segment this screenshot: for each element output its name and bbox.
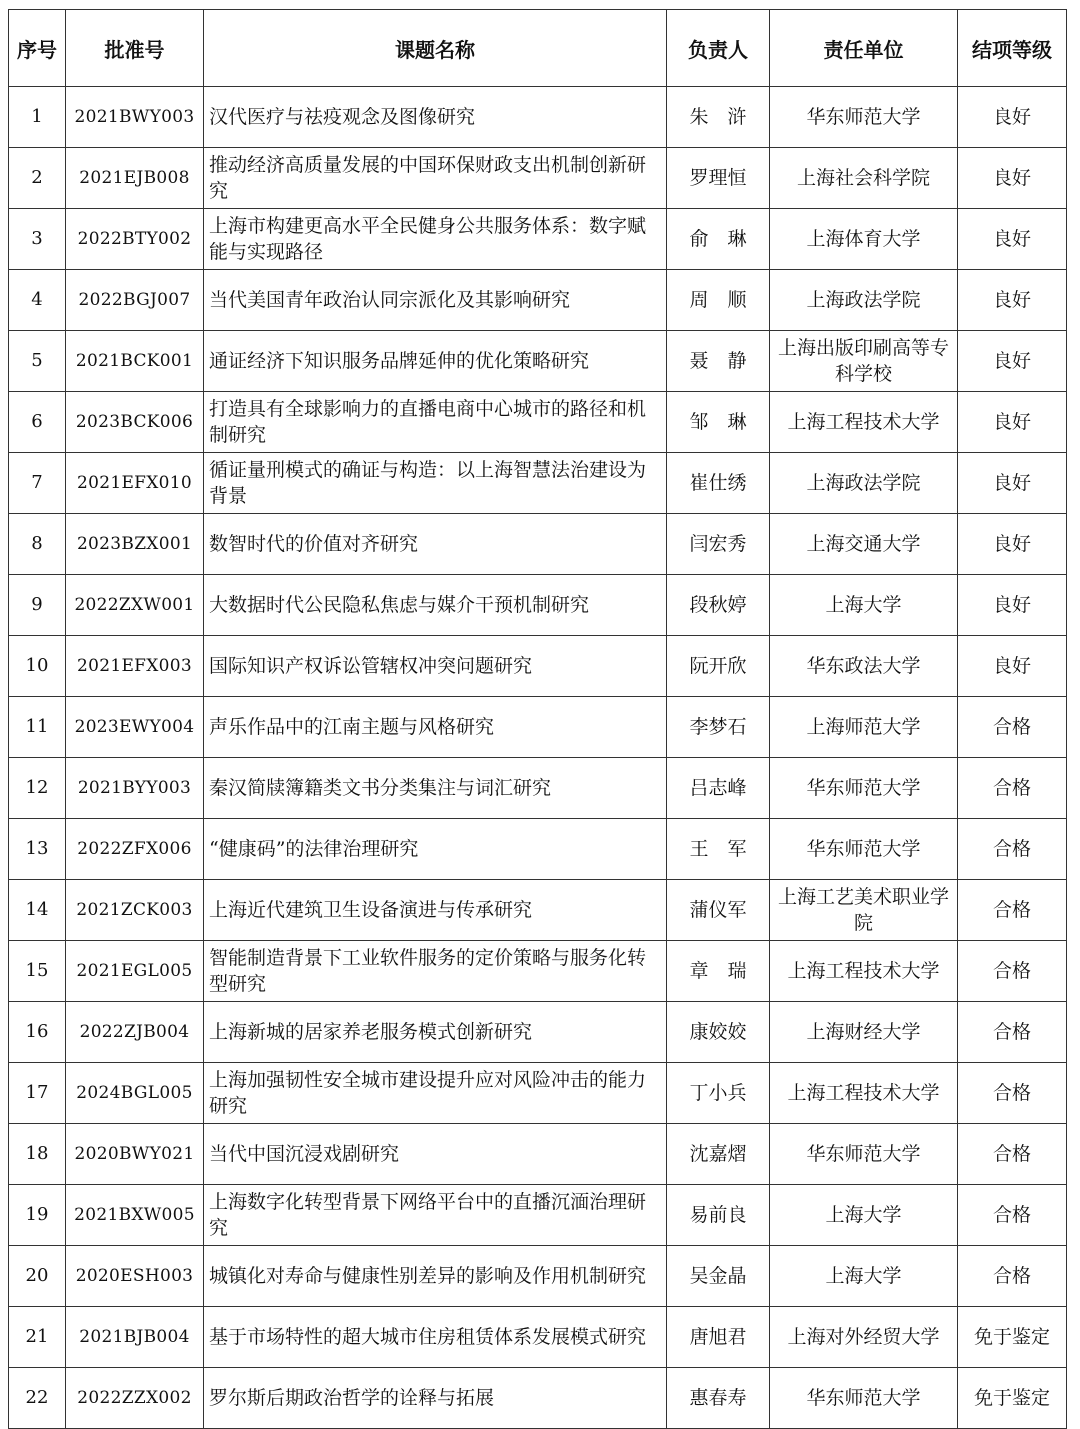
cell-grade: 良好: [958, 87, 1067, 148]
cell-grade: 合格: [958, 1063, 1067, 1124]
cell-institution: 上海社会科学院: [770, 148, 958, 209]
table-row: [9, 1368, 1067, 1429]
cell-seq: 10: [9, 636, 66, 697]
cell-seq: 22: [9, 1368, 66, 1429]
header-institution: 责任单位: [770, 10, 958, 87]
cell-grade: 合格: [958, 941, 1067, 1002]
cell-approval-number: 2022BGJ007: [66, 270, 204, 331]
cell-approval-number: 2023BZX001: [66, 514, 204, 575]
table-row: [9, 331, 1067, 392]
header-principal: 负责人: [667, 10, 770, 87]
cell-grade: 免于鉴定: [958, 1307, 1067, 1368]
cell-institution: 华东政法大学: [770, 636, 958, 697]
cell-approval-number: 2024BGL005: [66, 1063, 204, 1124]
cell-project-title: 打造具有全球影响力的直播电商中心城市的路径和机制研究: [204, 392, 667, 453]
cell-grade: 合格: [958, 819, 1067, 880]
cell-project-title: 上海数字化转型背景下网络平台中的直播沉湎治理研究: [204, 1185, 667, 1246]
cell-principal: 段秋婷: [667, 575, 770, 636]
cell-grade: 合格: [958, 1124, 1067, 1185]
cell-seq: 7: [9, 453, 66, 514]
cell-project-title: 通证经济下知识服务品牌延伸的优化策略研究: [204, 331, 667, 392]
cell-seq: 20: [9, 1246, 66, 1307]
cell-institution: 上海大学: [770, 1185, 958, 1246]
cell-grade: 合格: [958, 697, 1067, 758]
cell-principal: 罗理恒: [667, 148, 770, 209]
cell-seq: 17: [9, 1063, 66, 1124]
cell-approval-number: 2022ZXW001: [66, 575, 204, 636]
cell-grade: 良好: [958, 148, 1067, 209]
cell-institution: 上海交通大学: [770, 514, 958, 575]
cell-approval-number: 2022ZFX006: [66, 819, 204, 880]
results-table-container: [8, 9, 1067, 1429]
table-row: [9, 392, 1067, 453]
cell-seq: 8: [9, 514, 66, 575]
cell-principal: 唐旭君: [667, 1307, 770, 1368]
cell-principal: 易前良: [667, 1185, 770, 1246]
table-row: [9, 514, 1067, 575]
cell-seq: 2: [9, 148, 66, 209]
cell-institution: 上海对外经贸大学: [770, 1307, 958, 1368]
cell-principal: 惠春寿: [667, 1368, 770, 1429]
cell-grade: 免于鉴定: [958, 1368, 1067, 1429]
cell-principal: 章 瑞: [667, 941, 770, 1002]
cell-approval-number: 2020BWY021: [66, 1124, 204, 1185]
header-row: [9, 10, 1067, 87]
cell-approval-number: 2021BCK001: [66, 331, 204, 392]
cell-principal: 周 顺: [667, 270, 770, 331]
cell-project-title: 循证量刑模式的确证与构造：以上海智慧法治建设为背景: [204, 453, 667, 514]
cell-institution: 华东师范大学: [770, 1124, 958, 1185]
table-header: [9, 10, 1067, 87]
cell-project-title: 上海新城的居家养老服务模式创新研究: [204, 1002, 667, 1063]
table-row: [9, 1185, 1067, 1246]
cell-principal: 王 军: [667, 819, 770, 880]
cell-seq: 19: [9, 1185, 66, 1246]
cell-project-title: 上海近代建筑卫生设备演进与传承研究: [204, 880, 667, 941]
cell-project-title: 上海加强韧性安全城市建设提升应对风险冲击的能力研究: [204, 1063, 667, 1124]
cell-project-title: 数智时代的价值对齐研究: [204, 514, 667, 575]
cell-approval-number: 2021EFX003: [66, 636, 204, 697]
cell-grade: 合格: [958, 1246, 1067, 1307]
cell-project-title: 汉代医疗与祛疫观念及图像研究: [204, 87, 667, 148]
cell-institution: 华东师范大学: [770, 1368, 958, 1429]
cell-institution: 上海师范大学: [770, 697, 958, 758]
cell-approval-number: 2021BJB004: [66, 1307, 204, 1368]
table-row: [9, 880, 1067, 941]
cell-seq: 11: [9, 697, 66, 758]
cell-grade: 良好: [958, 575, 1067, 636]
cell-seq: 5: [9, 331, 66, 392]
cell-project-title: 当代中国沉浸戏剧研究: [204, 1124, 667, 1185]
cell-project-title: 基于市场特性的超大城市住房租赁体系发展模式研究: [204, 1307, 667, 1368]
cell-approval-number: 2023BCK006: [66, 392, 204, 453]
cell-institution: 上海大学: [770, 1246, 958, 1307]
cell-principal: 吴金晶: [667, 1246, 770, 1307]
cell-project-title: 智能制造背景下工业软件服务的定价策略与服务化转型研究: [204, 941, 667, 1002]
table-row: [9, 1307, 1067, 1368]
cell-grade: 良好: [958, 636, 1067, 697]
cell-approval-number: 2021EGL005: [66, 941, 204, 1002]
cell-grade: 良好: [958, 331, 1067, 392]
cell-seq: 4: [9, 270, 66, 331]
table-row: [9, 209, 1067, 270]
cell-grade: 良好: [958, 209, 1067, 270]
cell-principal: 俞 琳: [667, 209, 770, 270]
cell-project-title: 上海市构建更高水平全民健身公共服务体系：数字赋能与实现路径: [204, 209, 667, 270]
cell-institution: 华东师范大学: [770, 87, 958, 148]
cell-institution: 上海大学: [770, 575, 958, 636]
cell-approval-number: 2022ZZX002: [66, 1368, 204, 1429]
cell-grade: 合格: [958, 880, 1067, 941]
cell-institution: 上海工程技术大学: [770, 1063, 958, 1124]
table-body: [9, 87, 1067, 1429]
cell-grade: 合格: [958, 758, 1067, 819]
cell-institution: 上海工艺美术职业学院: [770, 880, 958, 941]
cell-seq: 18: [9, 1124, 66, 1185]
cell-seq: 9: [9, 575, 66, 636]
cell-institution: 上海财经大学: [770, 1002, 958, 1063]
cell-project-title: 国际知识产权诉讼管辖权冲突问题研究: [204, 636, 667, 697]
table-row: [9, 636, 1067, 697]
cell-project-title: 大数据时代公民隐私焦虑与媒介干预机制研究: [204, 575, 667, 636]
table-row: [9, 453, 1067, 514]
cell-seq: 16: [9, 1002, 66, 1063]
cell-approval-number: 2021BYY003: [66, 758, 204, 819]
header-project-title: 课题名称: [204, 10, 667, 87]
cell-approval-number: 2021BWY003: [66, 87, 204, 148]
project-results-table: [8, 9, 1067, 1429]
table-row: [9, 1002, 1067, 1063]
cell-project-title: 罗尔斯后期政治哲学的诠释与拓展: [204, 1368, 667, 1429]
cell-institution: 华东师范大学: [770, 819, 958, 880]
cell-principal: 阮开欣: [667, 636, 770, 697]
cell-project-title: 秦汉简牍簿籍类文书分类集注与词汇研究: [204, 758, 667, 819]
table-row: [9, 697, 1067, 758]
table-row: [9, 87, 1067, 148]
table-row: [9, 575, 1067, 636]
cell-principal: 蒲仪军: [667, 880, 770, 941]
cell-principal: 丁小兵: [667, 1063, 770, 1124]
cell-approval-number: 2021EJB008: [66, 148, 204, 209]
cell-institution: 上海政法学院: [770, 270, 958, 331]
cell-seq: 3: [9, 209, 66, 270]
cell-approval-number: 2021BXW005: [66, 1185, 204, 1246]
cell-seq: 15: [9, 941, 66, 1002]
cell-seq: 21: [9, 1307, 66, 1368]
cell-approval-number: 2022ZJB004: [66, 1002, 204, 1063]
header-grade: 结项等级: [958, 10, 1067, 87]
cell-principal: 邹 琳: [667, 392, 770, 453]
cell-grade: 合格: [958, 1002, 1067, 1063]
table-row: [9, 1063, 1067, 1124]
cell-grade: 良好: [958, 453, 1067, 514]
cell-seq: 6: [9, 392, 66, 453]
table-row: [9, 270, 1067, 331]
cell-institution: 上海政法学院: [770, 453, 958, 514]
cell-principal: 沈嘉熠: [667, 1124, 770, 1185]
cell-project-title: 推动经济高质量发展的中国环保财政支出机制创新研究: [204, 148, 667, 209]
cell-principal: 闫宏秀: [667, 514, 770, 575]
cell-institution: 上海体育大学: [770, 209, 958, 270]
cell-principal: 吕志峰: [667, 758, 770, 819]
cell-grade: 合格: [958, 1185, 1067, 1246]
cell-grade: 良好: [958, 270, 1067, 331]
cell-approval-number: 2021ZCK003: [66, 880, 204, 941]
cell-institution: 上海工程技术大学: [770, 392, 958, 453]
cell-institution: 上海出版印刷高等专科学校: [770, 331, 958, 392]
cell-principal: 康姣姣: [667, 1002, 770, 1063]
cell-principal: 李梦石: [667, 697, 770, 758]
table-row: [9, 758, 1067, 819]
cell-project-title: 城镇化对寿命与健康性别差异的影响及作用机制研究: [204, 1246, 667, 1307]
table-row: [9, 819, 1067, 880]
cell-approval-number: 2020ESH003: [66, 1246, 204, 1307]
cell-project-title: “健康码”的法律治理研究: [204, 819, 667, 880]
cell-project-title: 当代美国青年政治认同宗派化及其影响研究: [204, 270, 667, 331]
table-row: [9, 1124, 1067, 1185]
cell-institution: 华东师范大学: [770, 758, 958, 819]
cell-principal: 崔仕绣: [667, 453, 770, 514]
cell-project-title: 声乐作品中的江南主题与风格研究: [204, 697, 667, 758]
cell-approval-number: 2023EWY004: [66, 697, 204, 758]
table-row: [9, 941, 1067, 1002]
cell-seq: 12: [9, 758, 66, 819]
cell-institution: 上海工程技术大学: [770, 941, 958, 1002]
cell-principal: 聂 静: [667, 331, 770, 392]
cell-approval-number: 2022BTY002: [66, 209, 204, 270]
cell-seq: 14: [9, 880, 66, 941]
table-row: [9, 1246, 1067, 1307]
cell-seq: 1: [9, 87, 66, 148]
cell-grade: 良好: [958, 514, 1067, 575]
table-row: [9, 148, 1067, 209]
header-approval-number: 批准号: [66, 10, 204, 87]
cell-grade: 良好: [958, 392, 1067, 453]
cell-seq: 13: [9, 819, 66, 880]
cell-approval-number: 2021EFX010: [66, 453, 204, 514]
header-seq: 序号: [9, 10, 66, 87]
cell-principal: 朱 浒: [667, 87, 770, 148]
